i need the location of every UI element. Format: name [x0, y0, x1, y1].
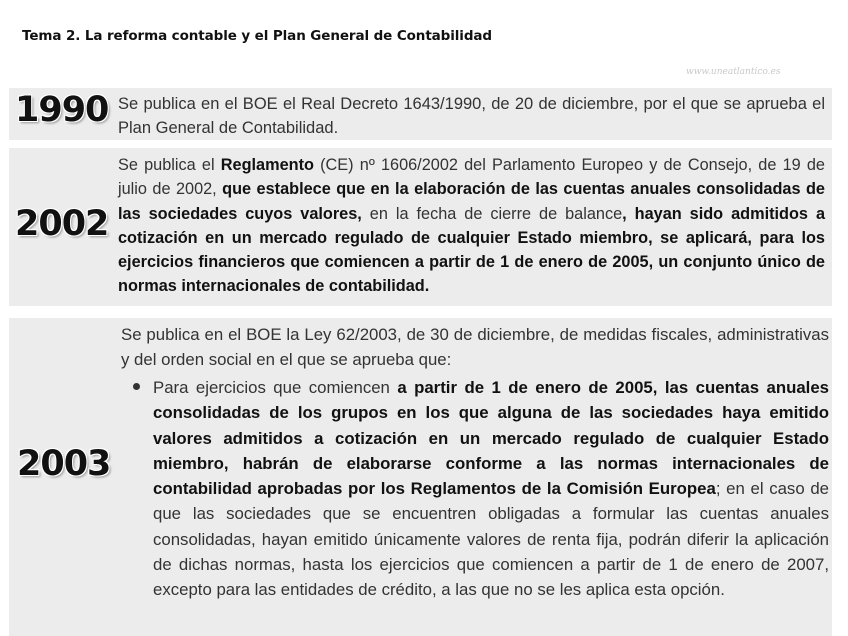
- text-segment: Para ejercicios que comiencen: [153, 378, 398, 397]
- bold-text-segment: que establece que en la elaboración de las cuentas anuales consolidadas de las sociedades cuyos valores,: [118, 180, 825, 223]
- bold-text-segment: , hayan sido admitidos a cotización en un mercado regulado de cualquier Estado miembro, se aplicará, para los ejercicios financieros que comiencen a partir de 1 de enero de 2005, un conjunto único de normas internacionales de contabilidad.: [118, 204, 826, 296]
- entry-intro-text: Se publica en el BOE la Ley 62/2003, de 30 de diciembre, de medidas fiscales, administrativas y del orden social en el que se aprueba que:: [121, 325, 829, 369]
- timeline-entry-1990: [9, 88, 832, 140]
- year-label: 2002: [15, 204, 109, 244]
- bold-text-segment: Reglamento: [220, 156, 314, 174]
- year-label: 1990: [15, 90, 109, 130]
- entry-text: [118, 153, 825, 299]
- timeline-entry-2002: [9, 148, 832, 306]
- year-label: 2003: [17, 444, 111, 484]
- bold-text-segment: a partir de 1 de enero de 2005, las cuentas anuales consolidadas de los grupos en los que alguna de las sociedades haya emitido valores admitidos a cotización en un mercado regulado de cualquier Estado miembro, habrán de elaborarse conforme a las normas internacionales de contabilidad aprobadas por los Reglamentos de la Comisión Europea: [153, 378, 830, 499]
- page-title: Tema 2. La reforma contable y el Plan General de Contabilidad: [22, 28, 492, 44]
- text-segment: en la fecha de cierre de balance: [361, 204, 623, 223]
- text-segment: Se publica el: [118, 156, 221, 174]
- text-segment: (CE) nº 1606/2002 del Parlamento Europeo y de Consejo, de 19 de julio de 2002,: [118, 156, 825, 199]
- entry-bullet-text: [153, 375, 829, 603]
- watermark: www.uneatlantico.es: [686, 67, 781, 77]
- timeline-entry-2003: [9, 318, 832, 636]
- text-segment: Se publica en el BOE el Real Decreto 1643/1990, de 20 de diciembre, por el que se aprueba el Plan General de Contabilidad.: [118, 95, 825, 137]
- text-segment: ; en el caso de que las sociedades que se encuentren obligadas a formular las cuentas anuales consolidadas, hayan emitido únicamente valores de renta fija, podrán diferir la aplicación de dichas normas, hasta los ejercicios que comiencen a partir de 1 de enero de 2007, excepto para las entidades de crédito, a las que no se les aplica esta opción.: [153, 479, 829, 600]
- bullet-icon: [133, 383, 140, 390]
- entry-text: [118, 92, 825, 140]
